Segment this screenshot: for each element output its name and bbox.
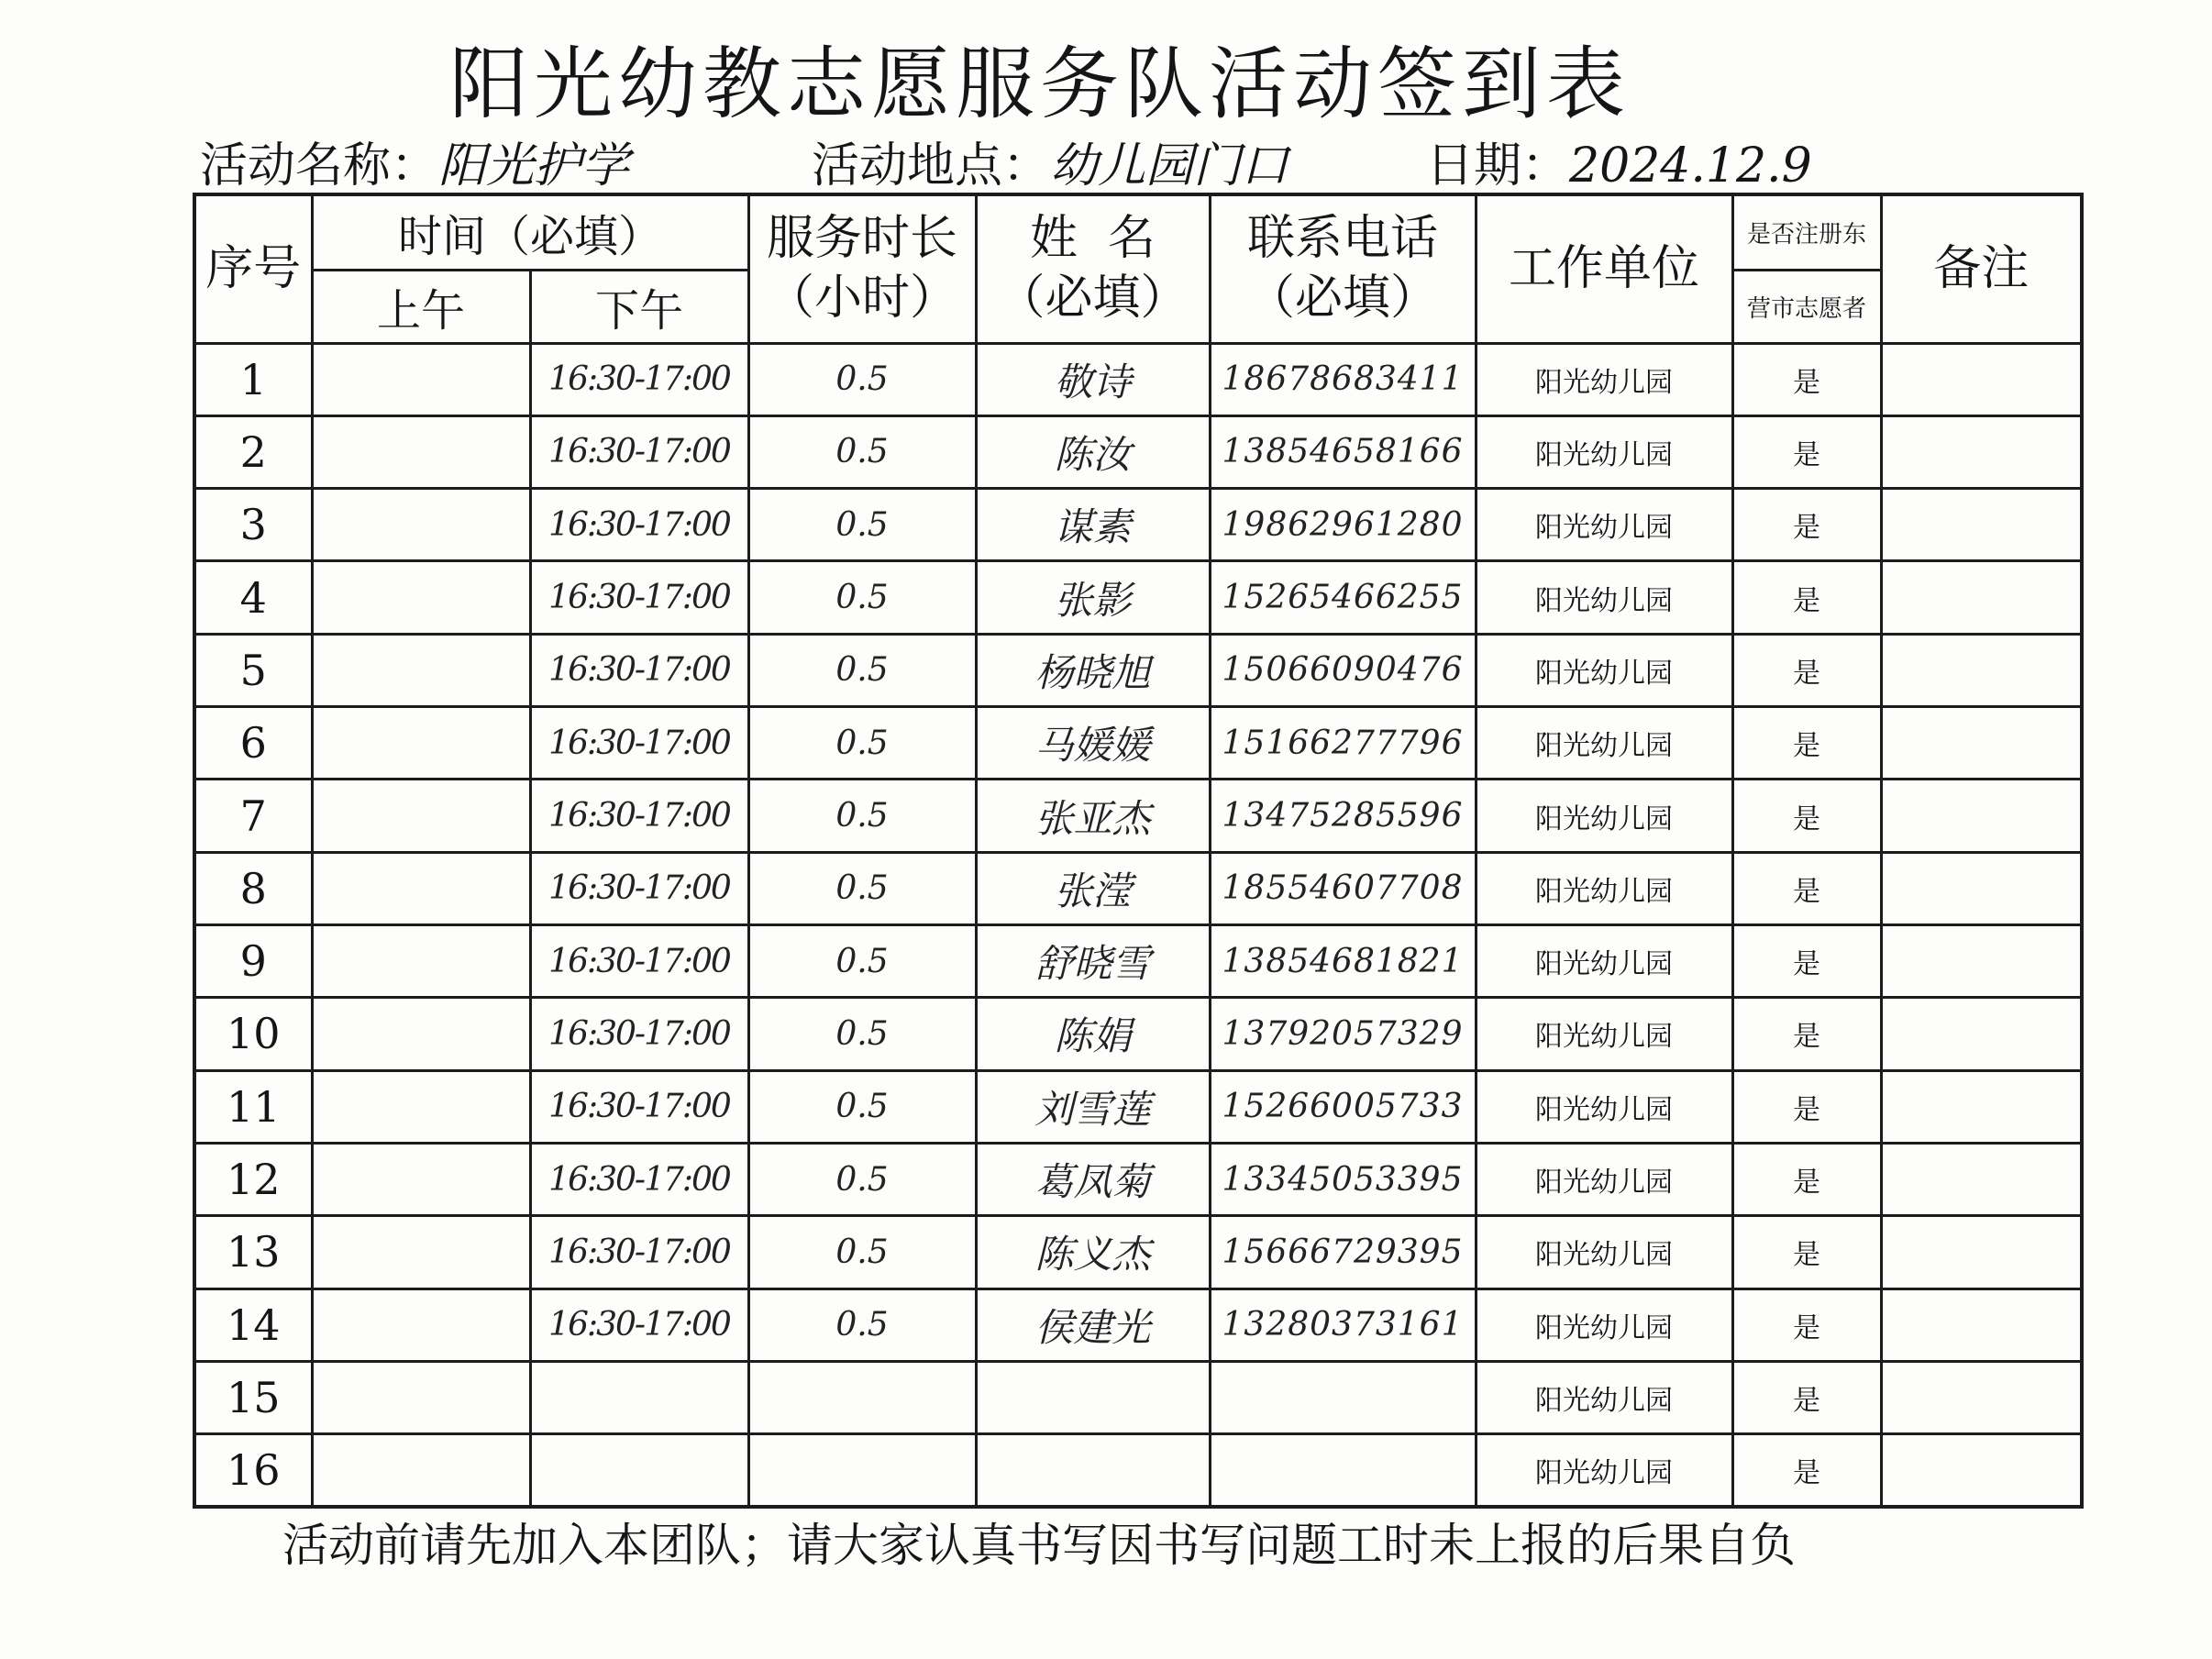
row-pm-time: 16:30-17:00 <box>530 561 748 634</box>
row-note <box>1881 415 2082 488</box>
row-am-time <box>312 707 530 780</box>
row-note <box>1881 852 2082 924</box>
row-pm-time: 16:30-17:00 <box>530 1070 748 1143</box>
row-seq: 7 <box>194 780 312 852</box>
row-pm-time: 16:30-17:00 <box>530 415 748 488</box>
table-row <box>194 1361 2082 1433</box>
row-phone: 13792057329 <box>1210 998 1476 1070</box>
row-duration: 0.5 <box>748 707 976 780</box>
table-row <box>194 852 2082 924</box>
activity-date-label: 日期： <box>1426 138 1570 194</box>
row-phone: 13854681821 <box>1210 925 1476 998</box>
header-phone <box>1210 194 1476 343</box>
row-name: 张滢 <box>976 852 1210 924</box>
table-row <box>194 925 2082 998</box>
header-am: 上午 <box>312 270 530 343</box>
row-phone: 15166277796 <box>1210 707 1476 780</box>
row-phone: 18554607708 <box>1210 852 1476 924</box>
row-note <box>1881 343 2082 415</box>
row-note <box>1881 1288 2082 1361</box>
row-am-time <box>312 1288 530 1361</box>
row-phone <box>1210 1361 1476 1433</box>
row-phone: 15266005733 <box>1210 1070 1476 1143</box>
row-am-time <box>312 489 530 561</box>
header-phone-line2: （必填） <box>1247 271 1439 326</box>
table-row <box>194 415 2082 488</box>
row-unit: 阳光幼儿园 <box>1476 1361 1732 1433</box>
row-registered: 是 <box>1732 1288 1881 1361</box>
row-phone: 19862961280 <box>1210 489 1476 561</box>
row-seq: 8 <box>194 852 312 924</box>
table-row <box>194 1434 2082 1507</box>
table-body <box>194 343 2082 1507</box>
row-seq: 14 <box>194 1288 312 1361</box>
row-phone: 15265466255 <box>1210 561 1476 634</box>
row-pm-time <box>530 1434 748 1507</box>
row-unit: 阳光幼儿园 <box>1476 1288 1732 1361</box>
row-phone: 13475285596 <box>1210 780 1476 852</box>
row-duration: 0.5 <box>748 343 976 415</box>
row-unit: 阳光幼儿园 <box>1476 634 1732 706</box>
row-unit: 阳光幼儿园 <box>1476 489 1732 561</box>
table-row <box>194 998 2082 1070</box>
row-name <box>976 1434 1210 1507</box>
row-note <box>1881 634 2082 706</box>
row-registered: 是 <box>1732 634 1881 706</box>
row-registered: 是 <box>1732 561 1881 634</box>
row-pm-time: 16:30-17:00 <box>530 852 748 924</box>
row-seq: 3 <box>194 489 312 561</box>
row-name: 马媛媛 <box>976 707 1210 780</box>
row-am-time <box>312 780 530 852</box>
row-am-time <box>312 561 530 634</box>
table-row <box>194 1216 2082 1288</box>
row-duration: 0.5 <box>748 1288 976 1361</box>
row-note <box>1881 780 2082 852</box>
activity-place-label: 活动地点： <box>812 138 1051 194</box>
row-duration <box>748 1361 976 1433</box>
row-name: 张亚杰 <box>976 780 1210 852</box>
row-pm-time: 16:30-17:00 <box>530 489 748 561</box>
header-registered-line1: 是否注册东 <box>1732 194 1881 270</box>
row-unit: 阳光幼儿园 <box>1476 780 1732 852</box>
row-seq: 16 <box>194 1434 312 1507</box>
footer-note: 活动前请先加入本团队；请大家认真书写因书写问题工时未上报的后果自负 <box>282 1519 1796 1572</box>
row-duration: 0.5 <box>748 1216 976 1288</box>
row-registered: 是 <box>1732 489 1881 561</box>
row-registered: 是 <box>1732 925 1881 998</box>
row-seq: 13 <box>194 1216 312 1288</box>
row-unit: 阳光幼儿园 <box>1476 707 1732 780</box>
row-pm-time: 16:30-17:00 <box>530 1288 748 1361</box>
row-phone: 15666729395 <box>1210 1216 1476 1288</box>
row-pm-time: 16:30-17:00 <box>530 998 748 1070</box>
activity-place <box>812 127 1288 195</box>
row-pm-time: 16:30-17:00 <box>530 925 748 998</box>
row-name: 刘雪莲 <box>976 1070 1210 1143</box>
activity-place-value: 幼儿园门口 <box>1050 138 1289 194</box>
row-am-time <box>312 1361 530 1433</box>
row-duration: 0.5 <box>748 780 976 852</box>
row-pm-time: 16:30-17:00 <box>530 780 748 852</box>
row-am-time <box>312 852 530 924</box>
row-am-time <box>312 925 530 998</box>
row-registered: 是 <box>1732 1434 1881 1507</box>
row-seq: 10 <box>194 998 312 1070</box>
row-unit: 阳光幼儿园 <box>1476 1070 1732 1143</box>
sign-in-table <box>193 193 2084 1509</box>
activity-name-label: 活动名称： <box>200 138 439 194</box>
row-duration: 0.5 <box>748 998 976 1070</box>
row-note <box>1881 1361 2082 1433</box>
row-name <box>976 1361 1210 1433</box>
header-phone-line1: 联系电话 <box>1247 211 1439 267</box>
row-name: 谋素 <box>976 489 1210 561</box>
row-note <box>1881 1070 2082 1143</box>
page-title: 阳光幼教志愿服务队活动签到表 <box>449 39 1631 130</box>
row-duration: 0.5 <box>748 489 976 561</box>
row-registered: 是 <box>1732 1216 1881 1288</box>
row-seq: 12 <box>194 1143 312 1215</box>
row-unit: 阳光幼儿园 <box>1476 1216 1732 1288</box>
row-am-time <box>312 1434 530 1507</box>
row-duration: 0.5 <box>748 1143 976 1215</box>
row-note <box>1881 489 2082 561</box>
row-name: 葛凤菊 <box>976 1143 1210 1215</box>
row-seq: 6 <box>194 707 312 780</box>
row-phone: 13854658166 <box>1210 415 1476 488</box>
row-am-time <box>312 1070 530 1143</box>
activity-name-value: 阳光护学 <box>438 138 630 194</box>
row-note <box>1881 561 2082 634</box>
row-unit: 阳光幼儿园 <box>1476 998 1732 1070</box>
header-duration-line1: 服务时长 <box>767 211 958 267</box>
row-duration: 0.5 <box>748 561 976 634</box>
row-unit: 阳光幼儿园 <box>1476 343 1732 415</box>
row-seq: 1 <box>194 343 312 415</box>
row-seq: 11 <box>194 1070 312 1143</box>
row-note <box>1881 925 2082 998</box>
header-seq: 序号 <box>194 194 312 343</box>
row-registered: 是 <box>1732 998 1881 1070</box>
header-duration <box>748 194 976 343</box>
header-note: 备注 <box>1881 194 2082 343</box>
header-name-line2: （必填） <box>997 271 1189 326</box>
table-row <box>194 1070 2082 1143</box>
row-phone: 13280373161 <box>1210 1288 1476 1361</box>
row-phone <box>1210 1434 1476 1507</box>
row-registered: 是 <box>1732 415 1881 488</box>
row-pm-time: 16:30-17:00 <box>530 707 748 780</box>
row-name: 舒晓雪 <box>976 925 1210 998</box>
row-duration: 0.5 <box>748 634 976 706</box>
row-seq: 5 <box>194 634 312 706</box>
row-phone: 15066090476 <box>1210 634 1476 706</box>
row-name: 陈义杰 <box>976 1216 1210 1288</box>
row-unit: 阳光幼儿园 <box>1476 925 1732 998</box>
row-registered: 是 <box>1732 780 1881 852</box>
header-duration-line2: （小时） <box>767 271 958 326</box>
row-am-time <box>312 998 530 1070</box>
header-unit: 工作单位 <box>1476 194 1732 343</box>
header-name <box>976 194 1210 343</box>
row-registered: 是 <box>1732 1361 1881 1433</box>
row-duration: 0.5 <box>748 925 976 998</box>
row-name: 陈娟 <box>976 998 1210 1070</box>
row-seq: 15 <box>194 1361 312 1433</box>
table-row <box>194 1288 2082 1361</box>
row-unit: 阳光幼儿园 <box>1476 561 1732 634</box>
header-pm: 下午 <box>530 270 748 343</box>
row-name: 陈汝 <box>976 415 1210 488</box>
row-unit: 阳光幼儿园 <box>1476 852 1732 924</box>
row-registered: 是 <box>1732 852 1881 924</box>
header-name-line1: 姓 名 <box>1029 211 1156 267</box>
row-seq: 9 <box>194 925 312 998</box>
row-unit: 阳光幼儿园 <box>1476 1434 1732 1507</box>
row-note <box>1881 998 2082 1070</box>
table-row <box>194 707 2082 780</box>
activity-date <box>1426 127 1812 195</box>
row-phone: 18678683411 <box>1210 343 1476 415</box>
row-am-time <box>312 1143 530 1215</box>
row-pm-time: 16:30-17:00 <box>530 343 748 415</box>
row-note <box>1881 707 2082 780</box>
row-note <box>1881 1434 2082 1507</box>
row-pm-time: 16:30-17:00 <box>530 1143 748 1215</box>
header-registered-line2: 营市志愿者 <box>1732 270 1881 343</box>
row-seq: 4 <box>194 561 312 634</box>
row-duration: 0.5 <box>748 1070 976 1143</box>
table-row <box>194 561 2082 634</box>
row-duration: 0.5 <box>748 415 976 488</box>
table-row <box>194 780 2082 852</box>
row-am-time <box>312 634 530 706</box>
row-registered: 是 <box>1732 1143 1881 1215</box>
row-duration <box>748 1434 976 1507</box>
row-am-time <box>312 343 530 415</box>
row-pm-time: 16:30-17:00 <box>530 1216 748 1288</box>
row-name: 张影 <box>976 561 1210 634</box>
row-name: 侯建光 <box>976 1288 1210 1361</box>
table-row <box>194 489 2082 561</box>
row-name: 杨晓旭 <box>976 634 1210 706</box>
row-phone: 13345053395 <box>1210 1143 1476 1215</box>
activity-date-value: 2024.12.9 <box>1569 138 1812 194</box>
table-row <box>194 1143 2082 1215</box>
activity-name <box>200 127 629 195</box>
row-registered: 是 <box>1732 1070 1881 1143</box>
row-unit: 阳光幼儿园 <box>1476 1143 1732 1215</box>
row-pm-time: 16:30-17:00 <box>530 634 748 706</box>
table-row <box>194 343 2082 415</box>
row-pm-time <box>530 1361 748 1433</box>
row-am-time <box>312 1216 530 1288</box>
row-seq: 2 <box>194 415 312 488</box>
row-registered: 是 <box>1732 343 1881 415</box>
row-unit: 阳光幼儿园 <box>1476 415 1732 488</box>
row-am-time <box>312 415 530 488</box>
row-registered: 是 <box>1732 707 1881 780</box>
row-duration: 0.5 <box>748 852 976 924</box>
row-note <box>1881 1216 2082 1288</box>
table-row <box>194 634 2082 706</box>
row-name: 敬诗 <box>976 343 1210 415</box>
header-time: 时间（必填） <box>312 194 748 270</box>
row-note <box>1881 1143 2082 1215</box>
